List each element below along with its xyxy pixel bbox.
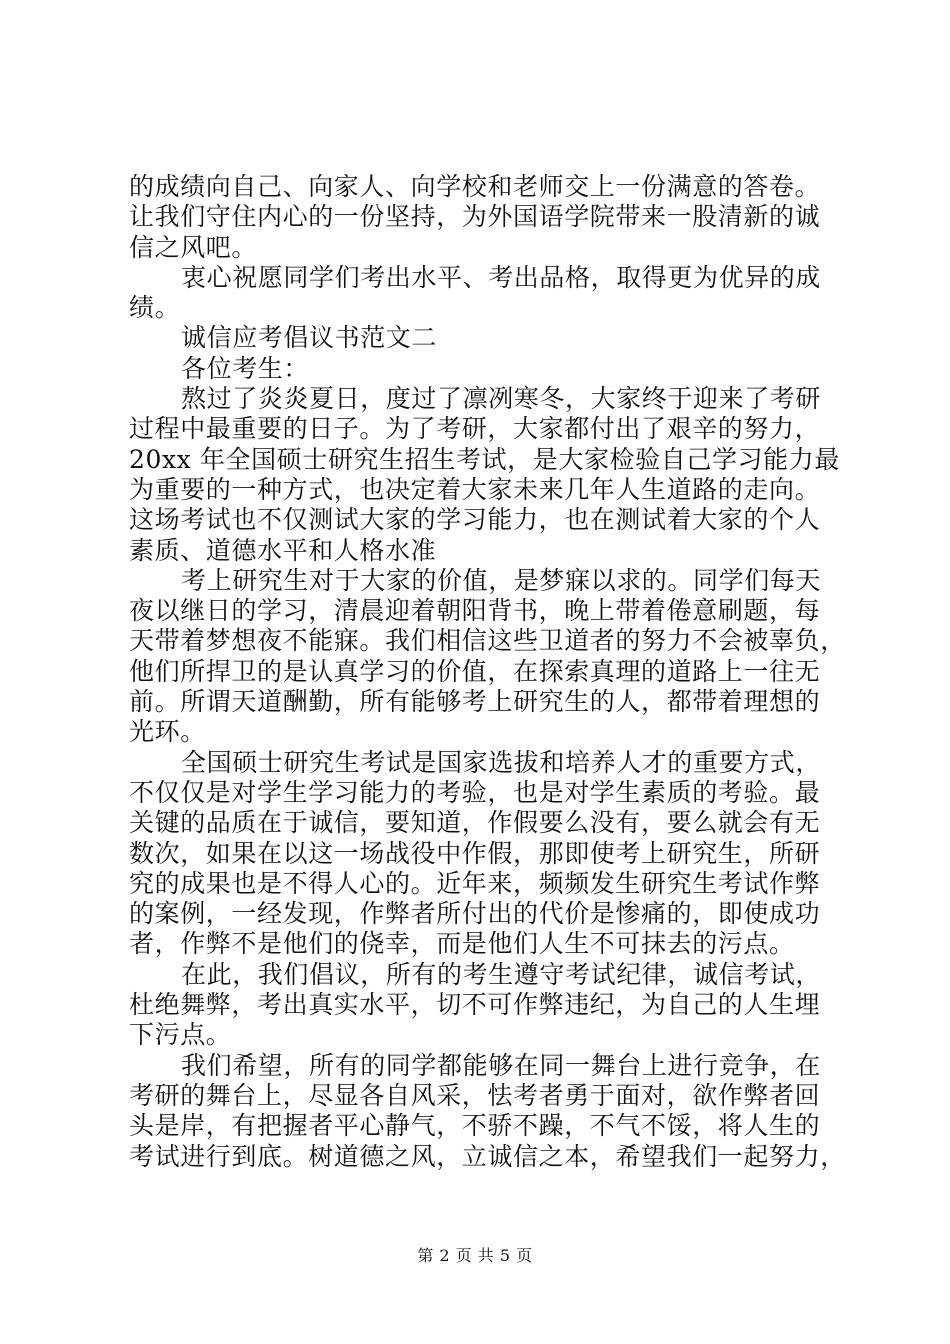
text-line: 过程中最重要的日子。为了考研，大家都付出了艰辛的努力， bbox=[129, 414, 821, 444]
text-line: 我们希望，所有的同学都能够在同一舞台上进行竞争，在 bbox=[181, 1050, 822, 1080]
text-line: 不仅仅是对学生学习能力的考验，也是对学生素质的考验。最 bbox=[129, 777, 821, 807]
text-line: 他们所捍卫的是认真学习的价值，在探索真理的道路上一往无 bbox=[129, 656, 821, 686]
text-line: 20xx 年全国硕士研究生招生考试，是大家检验自己学习能力最 bbox=[129, 444, 840, 474]
text-line: 各位考生： bbox=[181, 353, 310, 383]
text-line: 关键的品质在于诚信，要知道，作假要么没有，要么就会有无 bbox=[129, 808, 821, 838]
text-line: 在此，我们倡议，所有的考生遵守考试纪律，诚信考试， bbox=[181, 959, 822, 989]
text-line: 下污点。 bbox=[129, 1020, 232, 1050]
text-line: 光环。 bbox=[129, 717, 206, 747]
text-line: 诚信应考倡议书范文二 bbox=[181, 323, 438, 353]
text-line: 信之风吧。 bbox=[129, 232, 258, 262]
text-line: 让我们守住内心的一份坚持，为外国语学院带来一股清新的诚 bbox=[129, 202, 821, 232]
document-body bbox=[129, 172, 846, 1172]
text-line: 考研的舞台上，尽显各自风采，怯考者勇于面对，欲作弊者回 bbox=[129, 1080, 821, 1110]
text-line: 绩。 bbox=[129, 293, 181, 323]
text-line: 全国硕士研究生考试是国家选拔和培养人才的重要方式， bbox=[181, 747, 822, 777]
text-line: 究的成果也是不得人心的。近年来，频频发生研究生考试作弊 bbox=[129, 868, 821, 898]
text-line: 熬过了炎炎夏日，度过了凛冽寒冬，大家终于迎来了考研 bbox=[181, 384, 822, 414]
text-line: 素质、道德水平和人格水准 bbox=[129, 535, 437, 565]
text-line: 数次，如果在以这一场战役中作假，那即使考上研究生，所研 bbox=[129, 838, 821, 868]
text-line: 前。所谓天道酬勤，所有能够考上研究生的人，都带着理想的 bbox=[129, 687, 821, 717]
text-line: 的案例，一经发现，作弊者所付出的代价是惨痛的，即使成功 bbox=[129, 899, 821, 929]
text-line: 考上研究生对于大家的价值，是梦寐以求的。同学们每天 bbox=[181, 565, 822, 595]
text-line: 这场考试也不仅测试大家的学习能力，也在测试着大家的个人 bbox=[129, 505, 821, 535]
text-line: 考试进行到底。树道德之风，立诚信之本，希望我们一起努力， bbox=[129, 1141, 846, 1171]
text-line: 的成绩向自己、向家人、向学校和老师交上一份满意的答卷。 bbox=[129, 172, 821, 201]
text-line: 衷心祝愿同学们考出水平、考出品格，取得更为优异的成 bbox=[181, 262, 822, 292]
text-line: 者，作弊不是他们的侥幸，而是他们人生不可抹去的污点。 bbox=[129, 929, 795, 959]
text-line: 为重要的一种方式，也决定着大家未来几年人生道路的走向。 bbox=[129, 474, 821, 504]
text-line: 头是岸，有把握者平心静气，不骄不躁，不气不馁，将人生的 bbox=[129, 1111, 821, 1141]
text-line: 杜绝舞弊，考出真实水平，切不可作弊违纪，为自己的人生埋 bbox=[129, 990, 821, 1020]
page-footer: 第 2 页 共 5 页 bbox=[417, 1246, 533, 1265]
text-line: 天带着梦想夜不能寐。我们相信这些卫道者的努力不会被辜负， bbox=[129, 626, 846, 656]
text-line: 夜以继日的学习，清晨迎着朝阳背书，晚上带着倦意刷题，每 bbox=[129, 596, 821, 626]
